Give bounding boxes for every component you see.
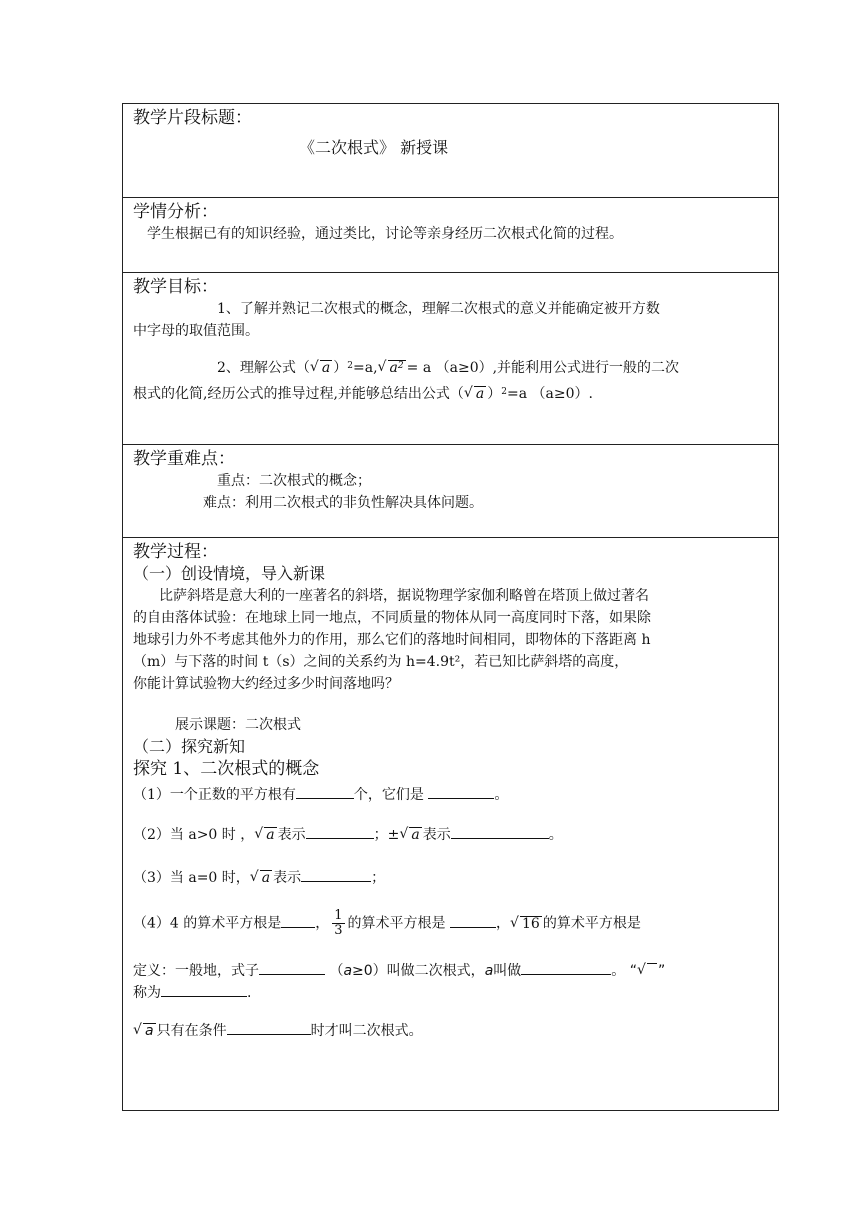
q4-text-c: 的算术平方根是	[347, 915, 446, 932]
q2-text-b: 表示	[277, 827, 306, 843]
row-goals	[123, 273, 779, 445]
goal1-line2: 中字母的取值范围。	[133, 323, 259, 339]
row-analysis	[123, 198, 779, 273]
goal2-line2-sup: 2	[501, 387, 507, 397]
q2-blank-2[interactable]	[451, 825, 549, 839]
q2-text-a: （2）当 a>0 时 ，	[133, 827, 255, 843]
story-line-2: 的自由落体试验：在地球上同一地点，不同质量的物体从同一高度同时下落，如果除	[133, 610, 651, 626]
goals-heading: 教学目标：	[133, 277, 218, 297]
question-1	[133, 784, 778, 806]
fraction-one-third: $\frac{1}{3}$	[334, 908, 343, 938]
def-blank-expression[interactable]	[259, 961, 325, 975]
q2-blank-1[interactable]	[306, 825, 374, 839]
course-title: 《二次根式》 新授课	[299, 138, 449, 157]
goal2-text-a: 2、理解公式（	[217, 360, 310, 376]
sqrt-a-condition: √ a	[134, 1020, 156, 1042]
process-heading: 教学过程：	[133, 542, 218, 562]
explore1-title: 探究 1、二次根式的概念	[133, 759, 320, 779]
q4-text-b: ，	[315, 915, 330, 932]
def-line2-text-a: 称为	[133, 985, 161, 1001]
story-line-1: 比萨斜塔是意大利的一座著名的斜塔，据说物理学家伽利略曾在塔顶上做过著名	[159, 588, 649, 604]
q2-text-c: ；±	[373, 827, 400, 843]
title-cell	[123, 104, 779, 198]
row-keypoints	[123, 445, 779, 538]
def-text-c: a	[343, 963, 353, 979]
analysis-cell	[123, 198, 779, 273]
difficult-point: 难点：利用二次根式的非负性解决具体问题。	[203, 495, 483, 511]
sqrt-16: √ 16	[511, 913, 542, 935]
sqrt-a-formula: √ a	[311, 357, 332, 379]
goal2-text-b: ）	[333, 360, 348, 376]
q1-blank-roots[interactable]	[428, 785, 494, 799]
sqrt-a-q2b: √ a	[400, 824, 421, 846]
process-cell	[123, 538, 779, 1111]
question-2	[133, 824, 778, 846]
step2-title: （二）探究新知	[133, 737, 246, 756]
q3-text-c: ；	[371, 870, 386, 886]
def-blank-radicand[interactable]	[521, 961, 611, 975]
sqrt-a-squared: √ $a^2$	[379, 357, 406, 379]
goal2-sup: 2	[347, 361, 354, 371]
condition-line	[133, 1020, 778, 1042]
def-text-a: 定义：一般地，式子	[133, 963, 259, 979]
show-topic: 展示课题：二次根式	[175, 717, 301, 733]
definition-line-2	[133, 982, 778, 1004]
story-line-5: 你能计算试验物大约经过多少时间落地吗？	[133, 676, 399, 692]
goal2-line2-text-a: 根式的化简,经历公式的推导过程,并能够总结出公式（	[133, 386, 464, 402]
question-3	[133, 867, 778, 889]
cond-blank[interactable]	[227, 1021, 311, 1035]
story-line-4: （m）与下落的时间 t（s）之间的关系约为 h=4.9t²，若已知比萨斜塔的高度，	[133, 654, 629, 670]
def-text-i: ”	[658, 963, 666, 979]
lesson-table	[122, 103, 779, 1111]
q3-blank[interactable]	[301, 868, 371, 882]
analysis-text: 学生根据已有的知识经验，通过类比，讨论等亲身经历二次根式化简的过程。	[147, 226, 623, 242]
cond-text-b: 时才叫二次根式。	[310, 1023, 423, 1039]
title-heading: 教学片段标题：	[133, 108, 252, 128]
def-text-f: 叫做	[493, 963, 522, 979]
def-text-h: “	[629, 963, 637, 979]
step1-title: （一）创设情境，导入新课	[133, 564, 326, 583]
q3-text-a: （3）当 a=0 时，	[133, 870, 250, 886]
goal2-line2	[133, 383, 778, 405]
q4-text-d: ，	[496, 915, 510, 932]
lesson-plan	[122, 103, 779, 1111]
q3-text-b: 表示	[273, 870, 302, 886]
def-line2-text-b: .	[247, 985, 252, 1001]
row-process	[123, 538, 779, 1111]
goal2-line1	[133, 357, 778, 379]
sqrt-a-summary: √ a	[465, 383, 486, 405]
definition-line-1	[133, 960, 778, 982]
q1-text-c: 。	[494, 787, 509, 803]
goals-cell	[123, 273, 779, 445]
q4-text-e: 的算术平方根是	[542, 915, 641, 932]
cond-text-a: 只有在条件	[156, 1023, 227, 1039]
analysis-heading: 学情分析：	[133, 202, 218, 222]
keypoints-cell	[123, 445, 779, 538]
row-title	[123, 104, 779, 198]
q4-blank-1[interactable]	[281, 914, 315, 928]
goal2-line2-text-b: ）	[487, 386, 502, 402]
q4-blank-2[interactable]	[450, 914, 496, 928]
sqrt-a-q2: √ a	[255, 824, 276, 846]
question-4	[133, 909, 778, 938]
goal1-line1: 1、了解并熟记二次根式的概念，理解二次根式的意义并能确定被开方数	[217, 301, 660, 317]
sqrt-a-q3: √ a	[251, 867, 272, 889]
def-text-g: 。	[611, 963, 626, 979]
q4-text-a: （4）4 的算术平方根是	[133, 915, 282, 932]
key-point: 重点：二次根式的概念；	[217, 473, 371, 489]
q1-text-b: 个，它们是	[353, 787, 424, 803]
goal2-text-d: =a,	[353, 360, 378, 376]
def-text-b: （	[329, 963, 344, 979]
q2-text-e: 。	[548, 827, 563, 843]
def-text-d: ≥0）叫做二次根式，	[352, 963, 485, 979]
story-line-3: 地球引力外不考虑其他外力的作用，那么它们的落地时间相同，即物体的下落距离 h	[133, 632, 651, 648]
def-blank-sign-name[interactable]	[161, 983, 247, 997]
keypoints-heading: 教学重难点：	[133, 449, 235, 469]
q1-text-a: （1）一个正数的平方根有	[133, 787, 296, 803]
goal2-text-e: = a （a≥0）,并能利用公式进行一般的二次	[406, 360, 680, 376]
def-text-e: a	[484, 963, 494, 979]
q2-text-d: 表示	[422, 827, 451, 843]
radical-sign	[638, 960, 657, 982]
goal2-line2-text-d: =a （a≥0）.	[507, 386, 593, 402]
q1-blank-count[interactable]	[296, 785, 354, 799]
